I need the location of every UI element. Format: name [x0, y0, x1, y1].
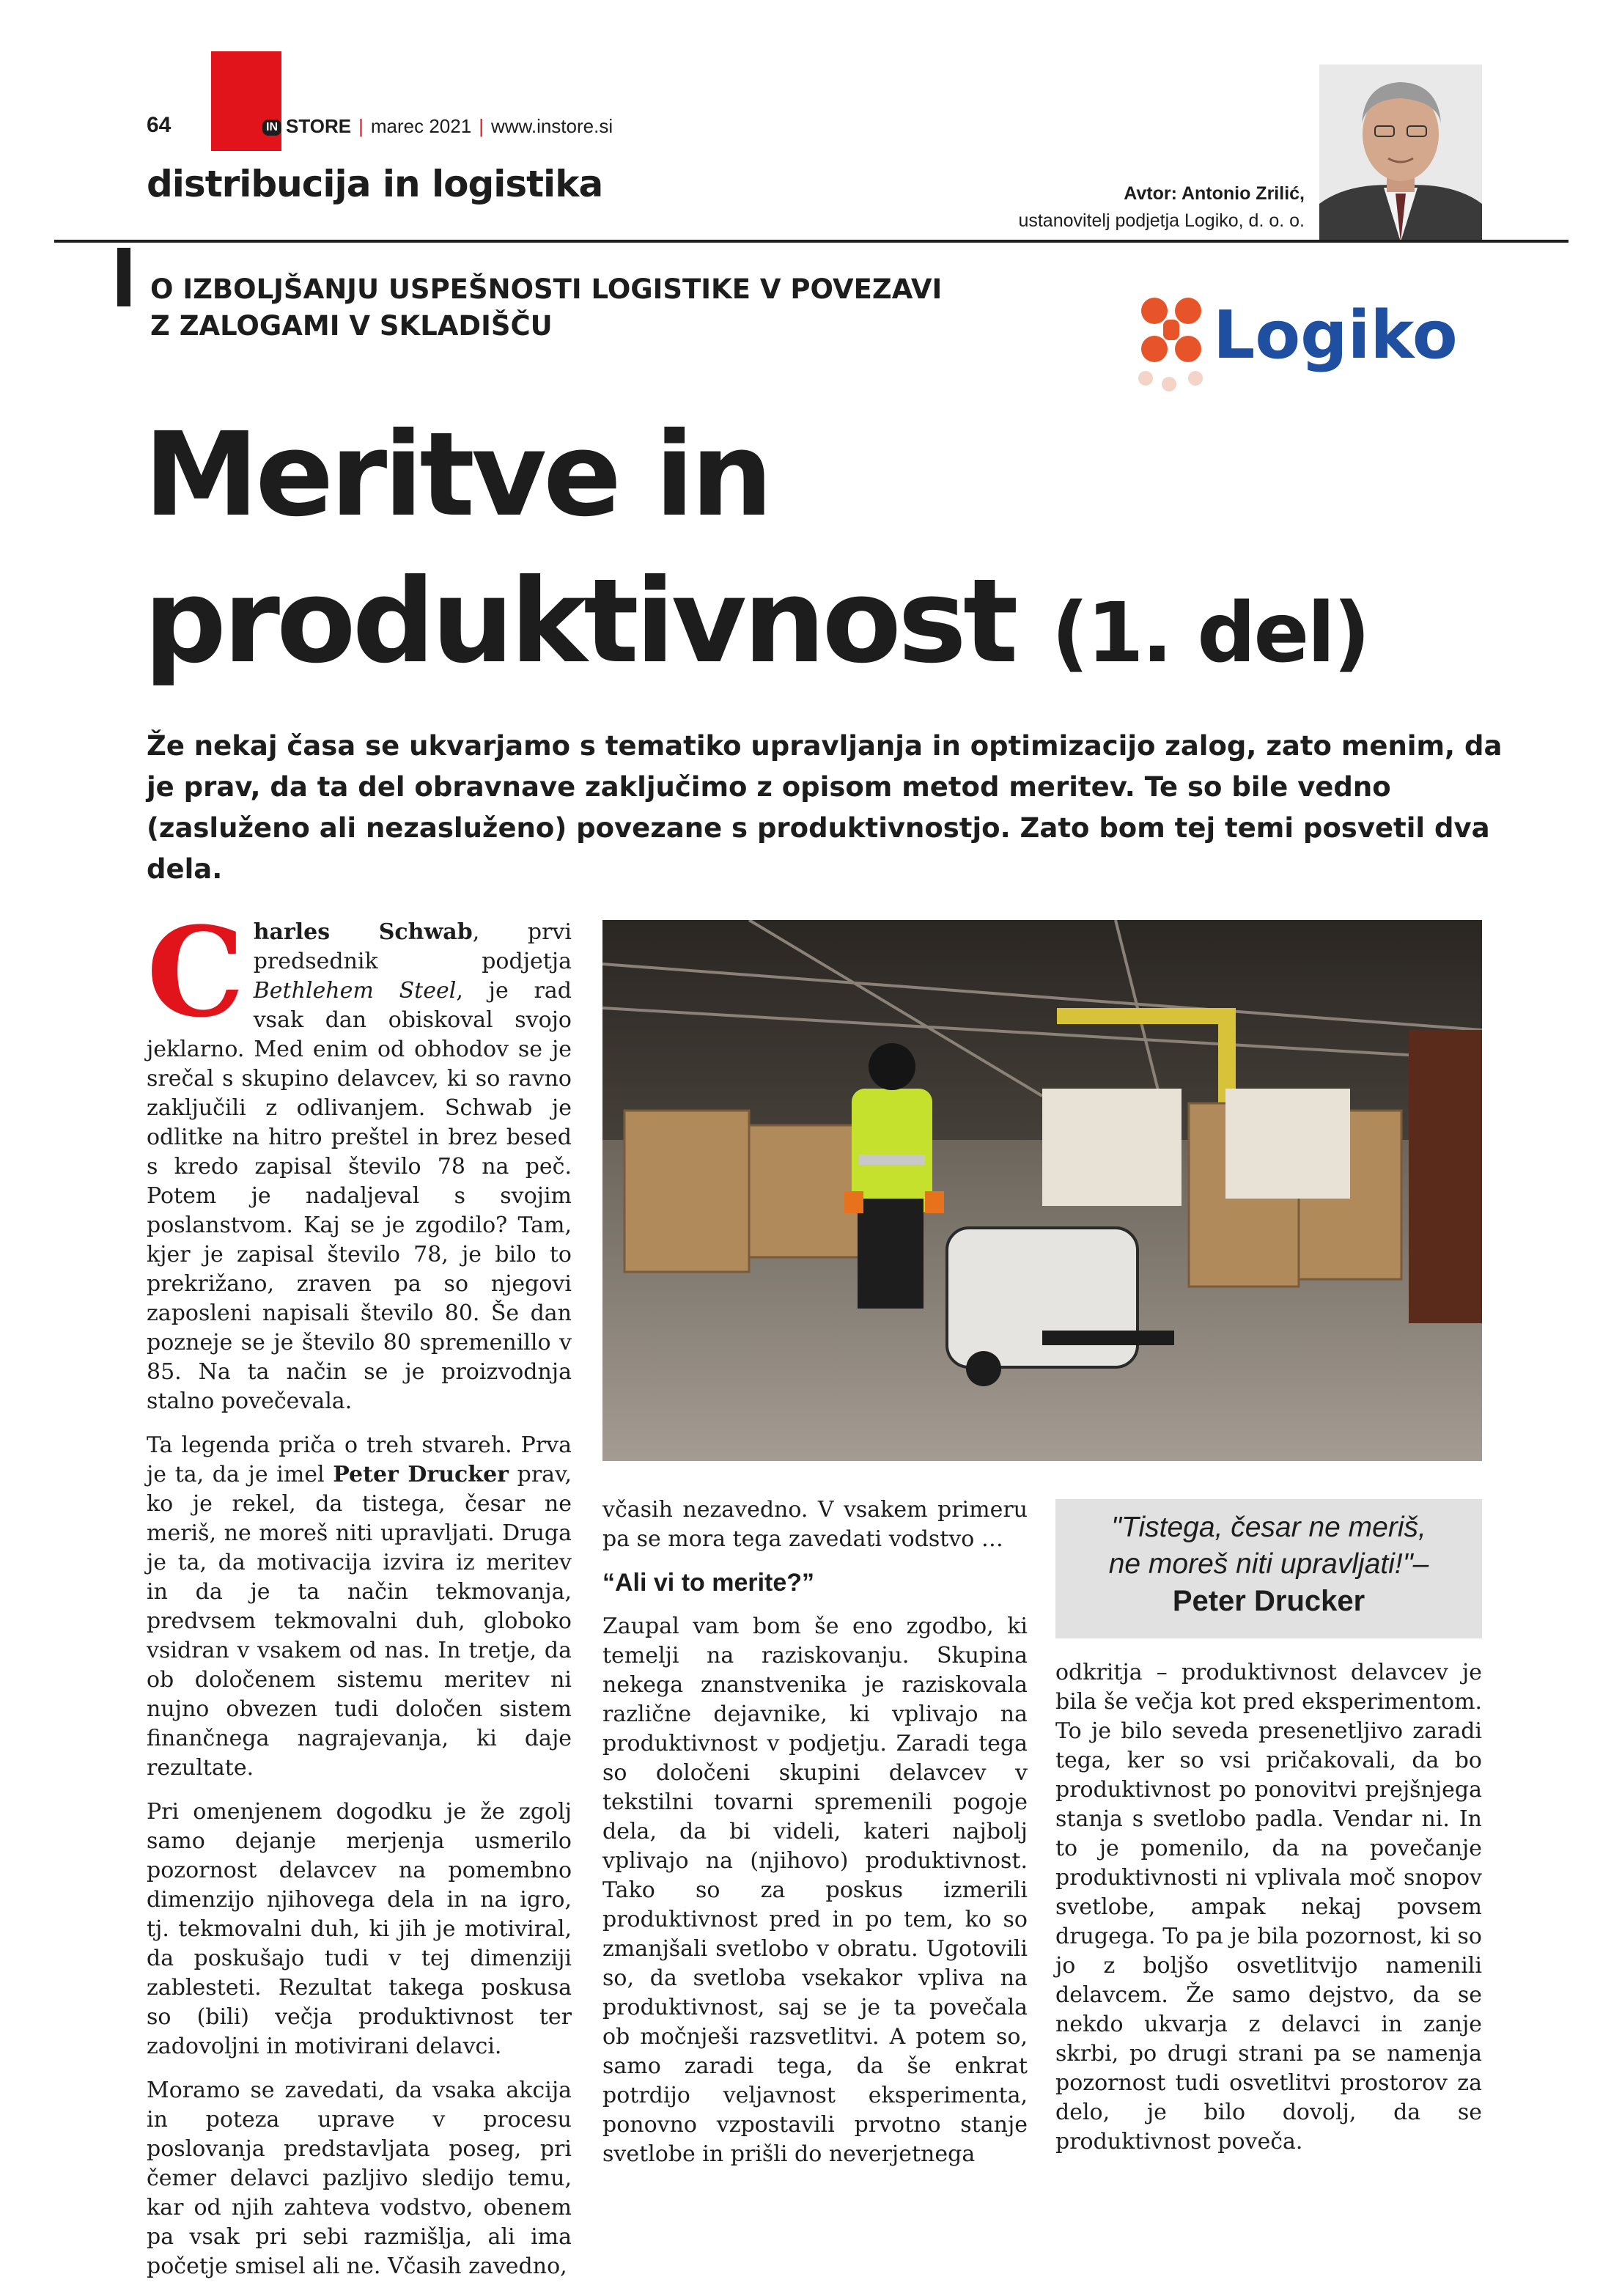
paragraph-2: Ta legenda priča o treh stvareh. Prva je ta, da je imel Peter Drucker prav, ko je rekel, da tistega, česar ne meriš, ne moreš niti upravljati. Druga je ta, da motivacija izvira iz meritev in da je ta način tekmovanja, predvsem tekmovalni duh, globoko vsidran v vsakem od nas. In tretje, da ob določenem sistemu meritev ni nujno obvezen tudi določen sistem finančnega nagrajevanja, ki daje rezultate.	[147, 1432, 572, 1781]
headline-part: (1. del)	[1051, 586, 1368, 681]
paragraph-1: Charles Schwab, prvi predsednik podjetja Bethlehem Steel, je rad vsak dan obiskoval svojo jeklarno. Med enim od obhodov se je srečal s skupino delavcev, ki so ravno zaključili z odlivanjem. Schwab je odlitke na hitro preštel in brez besed s kredo zapisal število 78 na peč. Potem je nadaljeval s svojim poslanstvom. Kaj se je zgodilo? Tam, kjer je zapisal število 78, je bilo to prekrižano, zraven pa so njegovi zaposleni napisali število 80. Še dan pozneje se je število 80 spremenillo v 85. Na ta način se je proizvodnja stalno povečevala.	[147, 899, 572, 1414]
subheading: “Ali vi to merite?”	[602, 1569, 815, 1597]
section-title: distribucija in logistika	[147, 163, 603, 205]
lede-paragraph: Že nekaj časa se ukvarjamo s tematiko upravljanja in optimizacijo zalog, zato menim, da je prav, da ta del obravnave zaključimo z opisom metod meritev. Te so bile vedno (zasluženo ali nezasluženo) povezane s produktivnostjo. Zato bom tej temi posvetil dva dela.	[147, 730, 1503, 885]
pull-quote	[1055, 1499, 1482, 1638]
paragraph-4: Moramo se zavedati, da vsaka akcija in poteza uprave v procesu poslovanja predstavljata poseg, pri čemer delavci pazljivo sledijo temu, kar od njih zahteva vodstvo, obenem pa vsak pri sebi razmišlja, ali ima početje smisel ali ne. Včasih zavedno,	[147, 2078, 572, 2279]
paragraph-5: včasih nezavedno. V vsakem primeru pa se mora tega zavedati vodstvo …	[602, 1497, 1028, 1552]
body-column-3	[1055, 1658, 1482, 2171]
headline-line-2: produktivnost (1. del)	[144, 554, 1368, 689]
paragraph-6: Zaupal vam bom še eno zgodbo, ki temelji na raziskovanju. Skupina nekega znanstvenika je raziskovala različne dejavnike, ki vplivajo na produktivnost v podjetju. Zaradi tega so določeni skupini delavcev v tekstilni tovarni spremenili pogoje dela, da bi videli, kateri najbolj vplivajo na (njihovo) produktivnost. Tako so za poskus izmerili produktivnost pred in po tem, ko so zmanjšali svetlobo v obratu. Ugotovili so, da svetloba vsekakor vpliva na produktivnost, saj se je ta povečala ob močnješi razsvetlitvi. A potem so, samo zaradi tega, da še enkrat potrdijo veljavnost eksperimenta, ponovno vzpostavili prvotno stanje svetlobe in prišli do neverjetnega	[602, 1614, 1028, 2167]
body-column-2	[602, 1495, 1028, 2184]
kicker-line-1: O IZBOLJŠANJU USPEŠNOSTI LOGISTIKE V POVEZAVI	[150, 273, 943, 305]
header-rule	[54, 240, 1568, 243]
person-name: Peter Drucker	[333, 1462, 509, 1487]
warehouse-photo	[602, 920, 1482, 1461]
instore-logo-badge: IN	[262, 119, 281, 136]
paragraph-3: Pri omenjenem dogodku je že zgolj samo dejanje merjenja usmerilo pozornost delavcev na pomembno dimenzijo njihovega dela in na igro, tj. tekmovalni duh, ki jih je motiviral, da poskušajo tudi v tej dimenziji zablesteti. Rezultat takega poskusa so (bili) večja produktivnost ter zadovoljni in motivirani delavci.	[147, 1799, 572, 2059]
masthead: IN STORE | marec 2021 | www.instore.si	[262, 115, 613, 138]
author-title: ustanovitelj podjetja Logiko, d. o. o.	[1018, 210, 1305, 231]
headline	[144, 402, 1536, 707]
logiko-logo	[1125, 276, 1492, 393]
company-name: Bethlehem Steel	[253, 978, 457, 1004]
author-name: Avtor: Antonio Zrilić,	[1124, 183, 1305, 204]
brand-name: STORE	[286, 115, 352, 137]
logiko-wordmark: Logiko	[1213, 297, 1458, 374]
kicker-line-2: Z ZALOGAMI V SKLADIŠČU	[150, 310, 553, 342]
person-name: harles Schwab	[253, 919, 473, 945]
kicker-bar	[117, 248, 130, 306]
website-link[interactable]: www.instore.si	[490, 115, 613, 137]
author-portrait	[1319, 65, 1482, 242]
headline-line-1: Meritve in	[144, 408, 770, 542]
pull-quote-text: "Tistega, česar ne meriš, ne moreš niti upravljati!"–	[1108, 1512, 1429, 1580]
drop-cap: C	[147, 899, 245, 1045]
paragraph-7: odkritja – produktivnost delavcev je bila še večja kot pred eksperimentom. To je bilo seveda presenetljivo zaradi tega, ker so vsi pričakovali, da bo produktivnost po ponovitvi prejšnjega stanja s svetlobo padla. Vendar ni. In to je pomenilo, da na povečanje produktivnosti ni vplivala moč snopov svetlobe, ampak nekaj povsem drugega. To pa je bila pozornost, ki so jo z boljšo osvetlitvijo namenili delavcem. Že samo dejstvo, da se nekdo ukvarja z delavci in zanje skrbi, po drugi strani pa se namenja pozornost tudi osvetlitvi prostorov za delo, je bilo dovolj, da se produktivnost poveča.	[1055, 1660, 1482, 2155]
body-column-1	[147, 899, 572, 2296]
issue-date: marec 2021	[370, 115, 472, 137]
kicker	[150, 271, 1030, 345]
pull-quote-author: Peter Drucker	[1172, 1585, 1365, 1617]
page-number: 64	[147, 113, 172, 137]
